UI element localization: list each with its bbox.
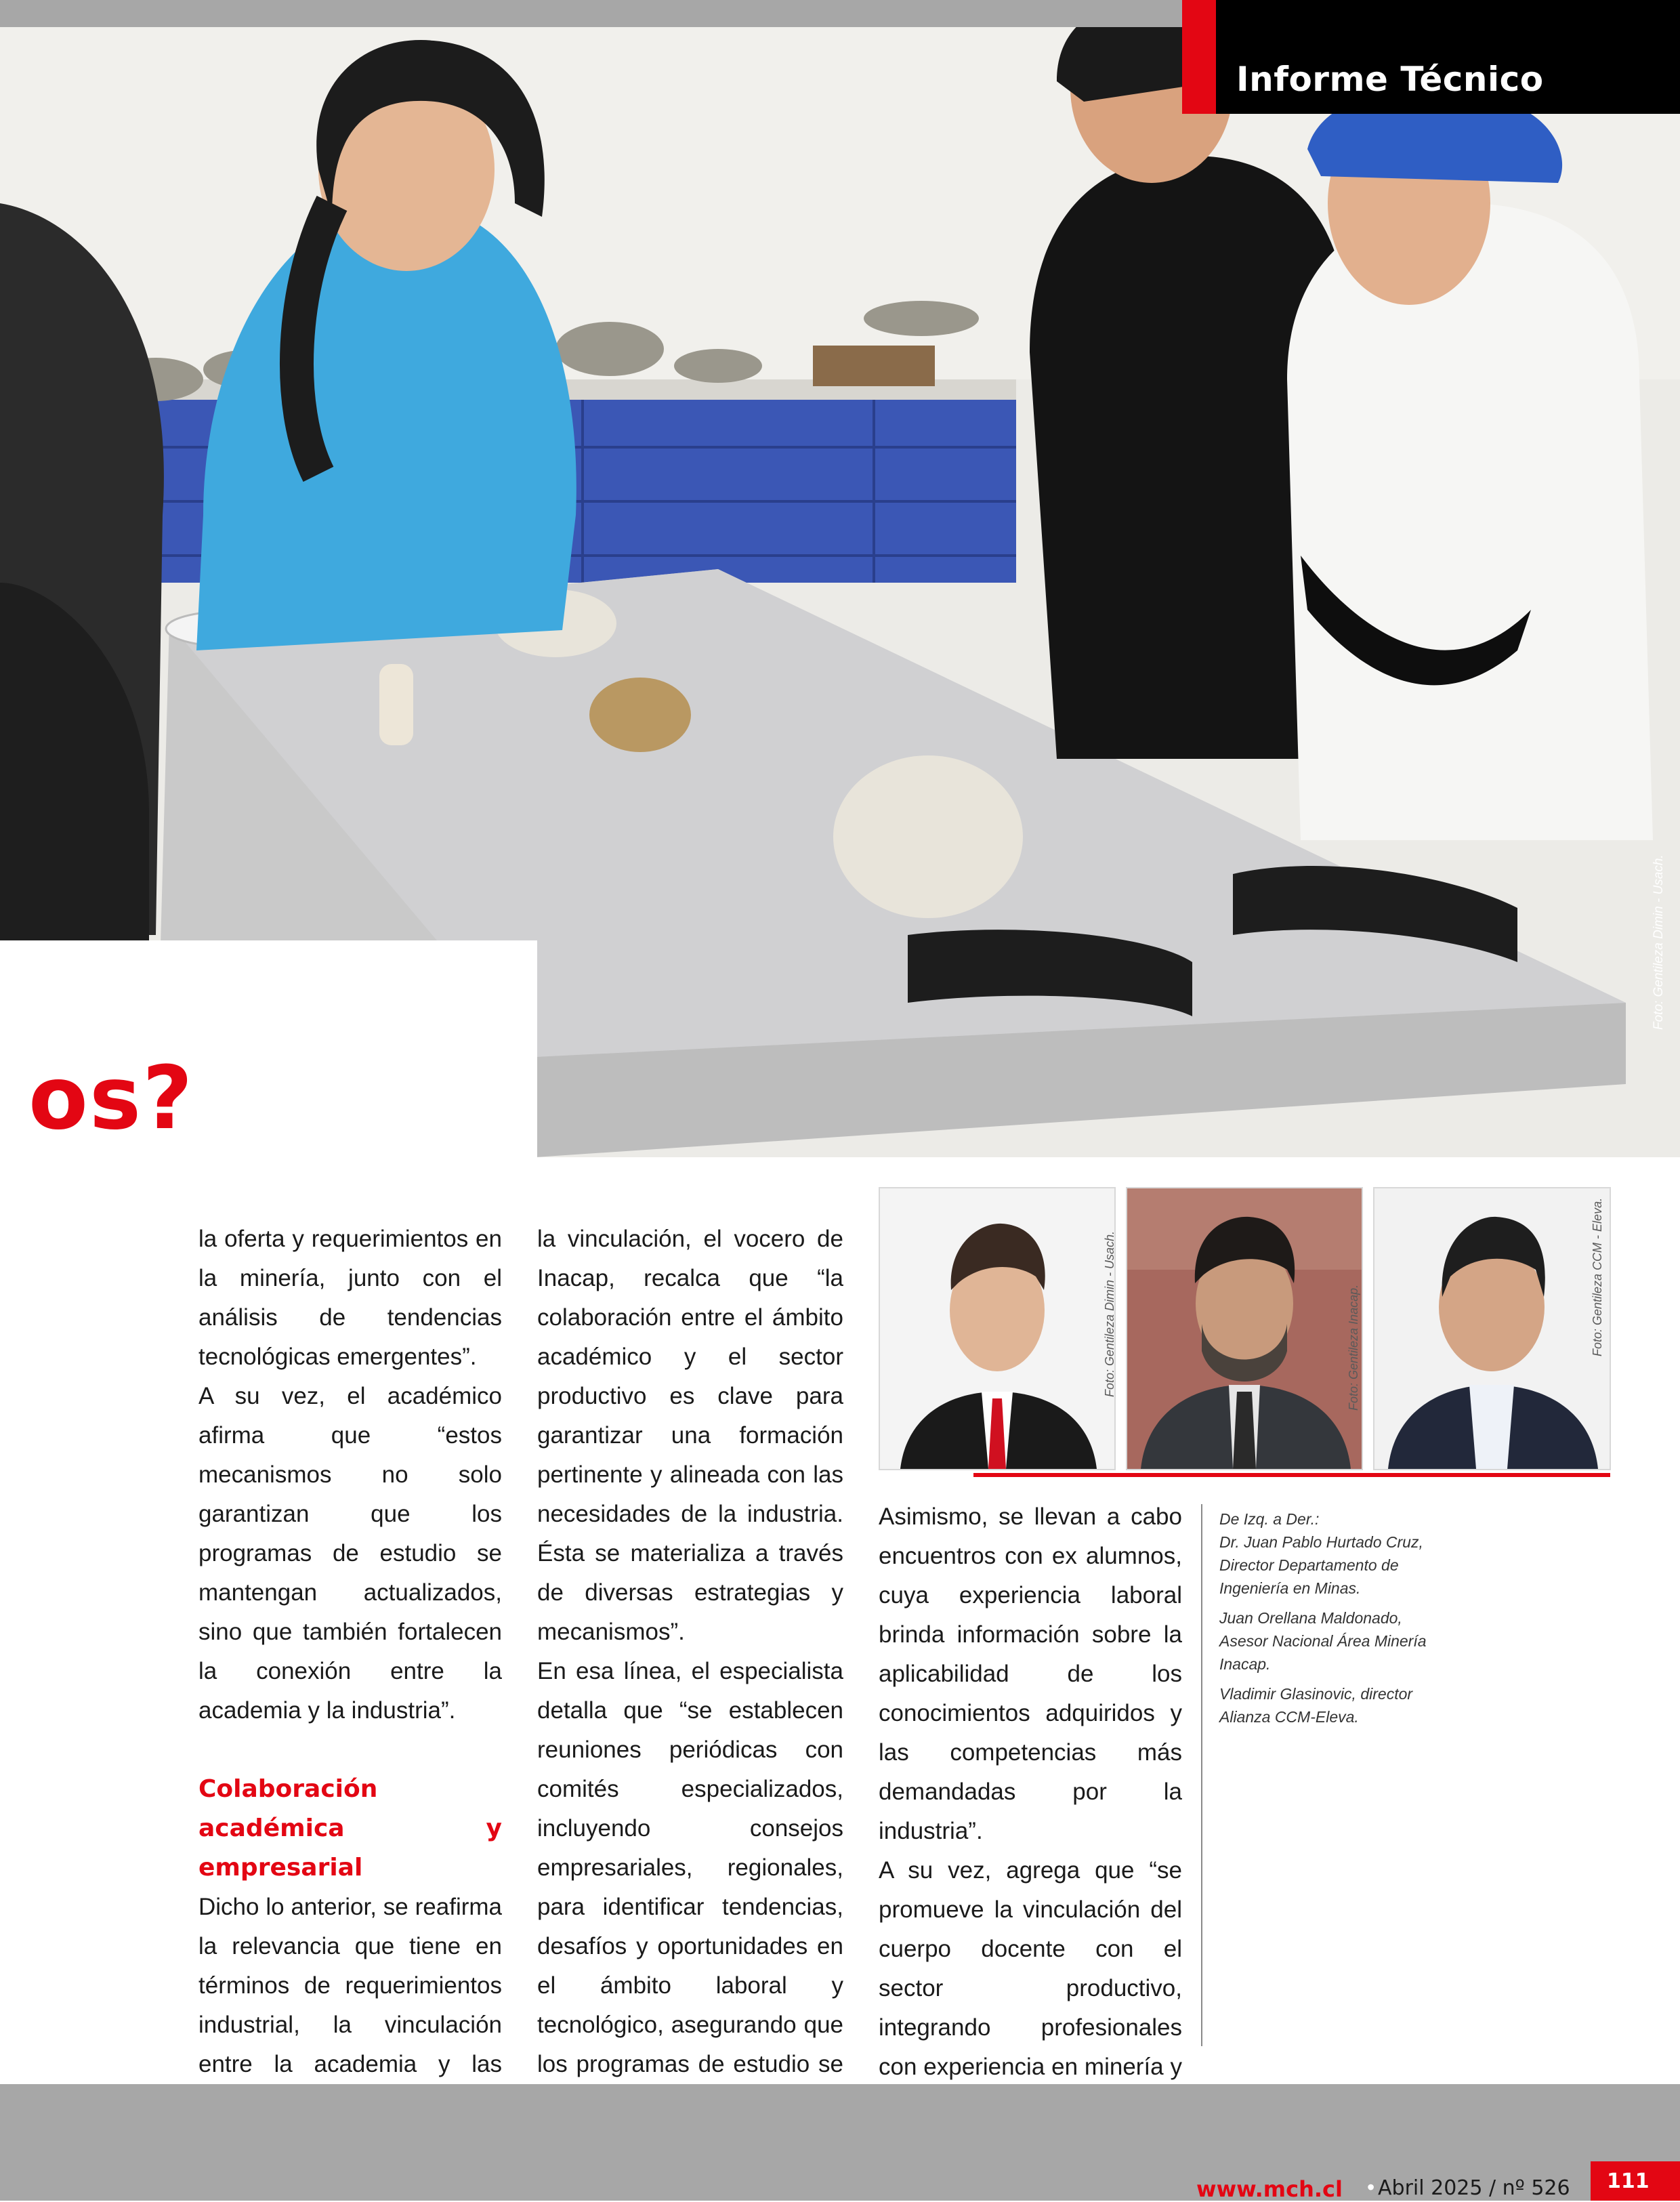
caption-intro: De Izq. a Der.: <box>1219 1510 1320 1528</box>
portrait-credit-3: Foto: Gentileza CCM - Eleva. <box>1591 1197 1604 1356</box>
portrait-juan-pablo-hurtado <box>879 1187 1116 1470</box>
footer-site-link[interactable]: www.mch.cl <box>1196 2176 1343 2202</box>
portrait-caption <box>1219 1508 1450 1735</box>
section-tab-accent <box>1182 0 1216 114</box>
article-title-fragment: os? <box>28 1048 194 1149</box>
caption-divider <box>1201 1504 1202 2046</box>
article-column-3 <box>879 1497 1182 2126</box>
paragraph: la oferta y requerimientos en la minería, junto con el análisis de tendencias tecnológicas emergentes”. <box>198 1226 502 1370</box>
portrait-juan-orellana <box>1126 1187 1363 1470</box>
paragraph: A su vez, el académico afirma que “estos mecanismos no solo garantizan que los programas de estudio se mantengan actualizados, sino que también fortalecen la conexión entre la academia y la industria”. <box>198 1383 502 1724</box>
section-subhead: Colaboración académica y empresarial <box>198 1775 502 1882</box>
paragraph: Asimismo, se llevan a cabo encuentros con ex alumnos, cuya experiencia laboral brinda información sobre la aplicabilidad de los conocimientos adquiridos y las competencias más demandadas por la industria”. <box>879 1503 1182 1844</box>
top-gray-band <box>0 0 1182 27</box>
article-column-1 <box>198 1220 502 2163</box>
portrait-credit-2: Foto: Gentileza Inacap. <box>1347 1284 1360 1411</box>
page-number: 111 <box>1607 2169 1650 2193</box>
paragraph: En esa línea, el especialista detalla que “se establecen reuniones periódicas con comités especializados, incluyendo consejos empresariales, regionales, para identificar tendencias, desafíos y oportunidades en el ámbito laboral y tecnológico, asegurando que los programas de estudio se <box>537 1658 843 2077</box>
caption-person-3: Vladimir Glasinovic, director Alianza CCM-Eleva. <box>1219 1685 1413 1726</box>
paragraph: la vinculación, el vocero de Inacap, recalca que “la colaboración entre el ámbito académico y el sector productivo es clave para garantizar una formación pertinente y alineada con las necesidades de la industria. Ésta se materializa a través de diversas estrategias y mecanismos”. <box>537 1226 843 1645</box>
footer-separator: • <box>1367 2175 1375 2199</box>
paragraph: Dicho lo anterior, se reafirma la relevancia que tiene en términos de requerimientos industrial, la vinculación entre la academia y las <box>198 1894 502 2077</box>
hero-photo-credit: Foto: Gentileza Dimin - Usach. <box>1652 854 1666 1030</box>
footer-issue: Abril 2025 / nº 526 <box>1378 2176 1570 2200</box>
section-label: Informe Técnico <box>1236 60 1544 99</box>
title-box <box>0 940 537 1157</box>
section-tab <box>1182 0 1680 114</box>
caption-person-1: Dr. Juan Pablo Hurtado Cruz, Director Departamento de Ingeniería en Minas. <box>1219 1533 1423 1597</box>
portrait-strip <box>879 1187 1611 1476</box>
portrait-credit-1: Foto: Gentileza Dimin - Usach. <box>1103 1230 1116 1397</box>
paragraph: A su vez, agrega que “se promueve la vinculación del cuerpo docente con el sector productivo, integrando profesionales con experiencia en minería y <box>879 1857 1182 2080</box>
portrait-red-rule <box>973 1473 1610 1477</box>
portrait-vladimir-glasinovic <box>1373 1187 1611 1470</box>
footer-band <box>0 2084 1680 2201</box>
article-column-2 <box>537 1220 843 2123</box>
caption-person-2: Juan Orellana Maldonado, Asesor Nacional Área Minería Inacap. <box>1219 1609 1427 1673</box>
